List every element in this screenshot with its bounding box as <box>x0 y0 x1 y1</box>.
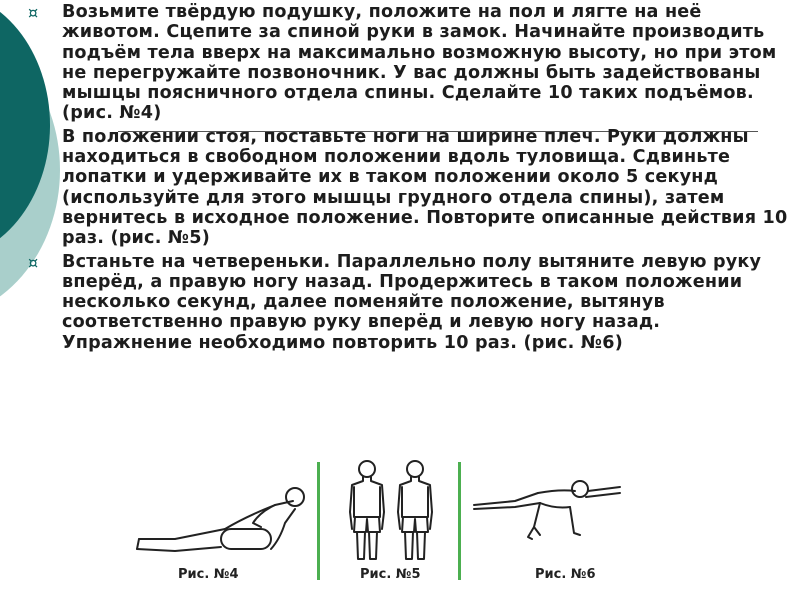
figure-5-caption: Рис. №5 <box>360 567 421 582</box>
paragraph-exercise-4 <box>30 2 790 124</box>
figure-5-illustration <box>342 457 442 567</box>
paragraph-text: Встаньте на четвереньки. Параллельно полу вытяните левую руку вперёд, а правую ногу назад. Продержитесь в таком положении несколько секунд, далее поменяйте положение, вытянув соответственно правую руку вперёд и левую ногу назад. Упражнение необходимо повторить 10 раз. (рис. №6) <box>62 251 762 353</box>
figures-row <box>0 455 800 600</box>
figure-divider <box>317 462 320 580</box>
figure-4-caption: Рис. №4 <box>178 567 239 582</box>
figure-divider <box>458 462 461 580</box>
paragraph-exercise-6 <box>30 252 790 353</box>
paragraph-exercise-5 <box>30 127 790 249</box>
figure-4-illustration <box>135 477 315 562</box>
bullet-icon: ¤ <box>28 3 39 22</box>
bullet-icon: ¤ <box>28 252 39 272</box>
paragraph-text: В положении стоя, поставьте ноги на ширине плеч. Руки должны находиться в свободном положении вдоль туловища. Сдвиньте лопатки и удерживайте их в таком положении около 5 секунд (используйте для этого мышцы грудного отдела спины), затем вернитесь в исходное положение. Повторите описанные действия 10 раз. (рис. №5) <box>62 126 788 249</box>
figure-6-caption: Рис. №6 <box>535 567 596 582</box>
figure-6-illustration <box>470 475 630 565</box>
text-content <box>30 0 790 353</box>
paragraph-text: Возьмите твёрдую подушку, положите на пол и лягте на неё животом. Сцепите за спиной руки в замок. Начинайте производить подъём тела вверх на максимально возможную высоту, но при этом не перегружайте позвоночник. У вас должны быть задействованы мышцы поясничного отдела спины. Сделайте 10 таких подъёмов. (рис. №4) <box>62 2 777 124</box>
